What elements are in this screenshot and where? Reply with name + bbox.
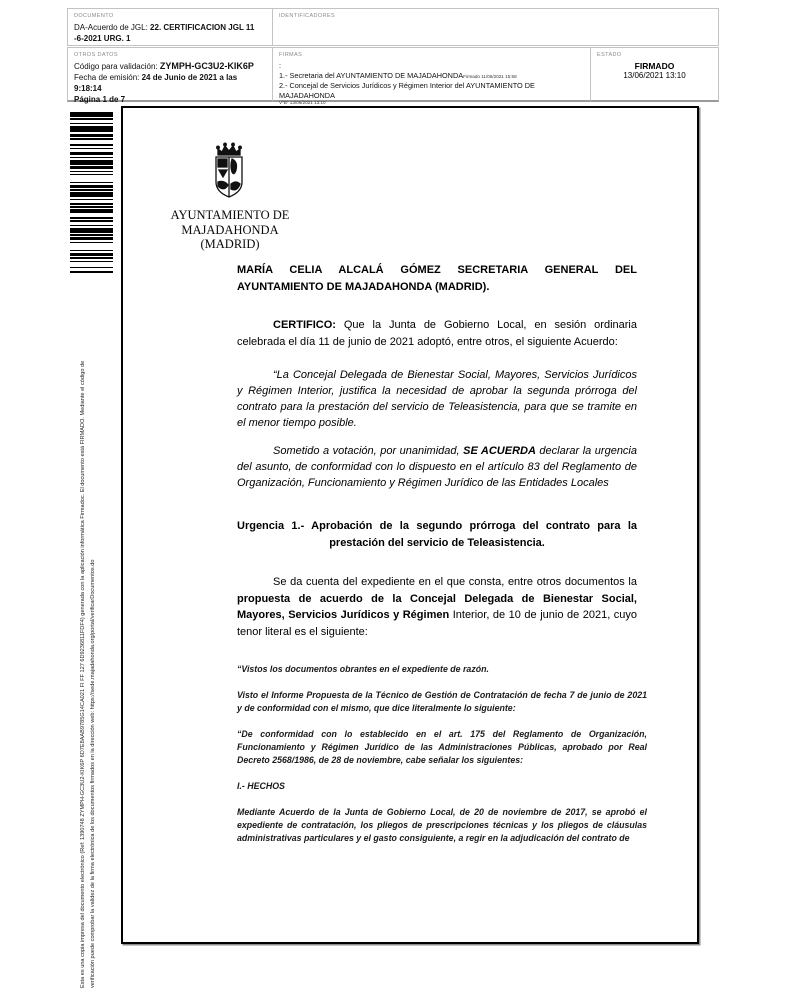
- document-body: [237, 255, 647, 845]
- pagina-row: [74, 94, 266, 105]
- pagina-value: Página 1 de 7: [74, 95, 126, 104]
- fecha-label: Fecha de emisión:: [74, 73, 142, 82]
- verification-line-1: Esta es una copia impresa del documento electrónico (Ref: 1390748 ZYMPH-GC3U2-KIK6P 6D7E8AAB9785G14CA021 FI FF 127 6D9236811FDF4) generada con la aplicación informática Firmadoc. El documento está FIRMADO. Mediante el código de: [80, 360, 86, 988]
- org-name-line-2: MAJADAHONDA: [181, 222, 279, 237]
- certifico-keyword: CERTIFICO:: [273, 319, 336, 331]
- literal-quote-section: [237, 663, 647, 845]
- certifico-paragraph: [237, 317, 637, 350]
- literal-paragraph-3: “De conformidad con lo establecido en el art. 175 del Reglamento de Organización, Funcionamiento y Régimen Jurídico de las Administraciones Públicas, aprobado por Real Decreto 2568/1986, de 28 de noviembre, cabe señalar los siguientes:: [237, 729, 647, 765]
- se-da-pre: Se da cuenta del expediente en el que consta, entre otros documentos la: [273, 576, 637, 588]
- literal-paragraph-2: Visto el Informe Propuesta de la Técnico de Gestión de Contratación de fecha 7 de junio de 2021 y de conformidad con el mismo, que dice literalmente lo siguiente:: [237, 690, 647, 713]
- identificadores-label: IDENTIFICADORES: [279, 13, 336, 19]
- verification-sidebar-text: [79, 292, 98, 988]
- se-da-cuenta-paragraph: [237, 574, 637, 640]
- verification-line-2: verificación puede comprobar la validez de la firma electrónica de los documentos firmados en la dirección web: https://sede.majadahonda.org/portal/verificarDocumentos.do: [89, 559, 96, 988]
- org-name-line-3: (MADRID): [200, 237, 260, 251]
- status-badge: FIRMADO: [634, 61, 675, 71]
- codigo-value: ZYMPH-GC3U2-KIK6P: [159, 61, 254, 71]
- documento-label: DOCUMENTO: [74, 13, 114, 19]
- documento-title: 22. CERTIFICACION JGL 11 -6-2021 URG. 1: [74, 23, 255, 43]
- firma-1-timestamp: Firmado 11/06/2021 15:58: [463, 73, 517, 79]
- estado-value: [597, 61, 712, 80]
- fecha-emision-row: [74, 72, 266, 94]
- urgencia-heading-line-1: Urgencia 1.- Aprobación de la segundo prórroga del contrato para la: [237, 520, 637, 532]
- se-da-post: Interior, de 10 de junio de 2021, cuyo tenor literal es el siguiente:: [237, 609, 638, 638]
- literal-paragraph-4-hechos: I.- HECHOS: [237, 781, 285, 791]
- firma-2-timestamp: VºBº 13/06/2021 13:10: [279, 100, 326, 105]
- header-cell-estado: [590, 47, 719, 102]
- coat-of-arms-icon: [196, 142, 262, 206]
- barcode-image: [70, 112, 113, 282]
- quote-paragraph-2: [237, 443, 637, 491]
- status-datetime: 13/06/2021 13:10: [623, 71, 686, 80]
- firmas-colon: :: [279, 61, 282, 70]
- firma-2-text: 2.- Concejal de Servicios Jurídicos y Régimen Interior del AYUNTAMIENTO DE MAJADAHONDA: [279, 81, 535, 100]
- quote-2-pre: Sometido a votación, por unanimidad,: [273, 445, 464, 457]
- se-da-bold: propuesta de acuerdo de la Concejal Delegada de Bienestar Social, Mayores, Servicios Jurídicos y Régimen: [237, 592, 637, 621]
- codigo-label: Código para validación:: [74, 62, 160, 71]
- header-cell-firmas: [272, 47, 591, 105]
- urgencia-heading: [237, 518, 637, 552]
- quote-2-post: declarar la urgencia del asunto, de conformidad con lo dispuesto en el artículo 83 del Reglamento de Organización, Funcionamiento y Régimen Jurídico de las Entidades Locales: [237, 445, 637, 489]
- firma-2: [279, 81, 584, 100]
- secretary-title: MARÍA CELIA ALCALÁ GÓMEZ SECRETARIA GENERAL DEL AYUNTAMIENTO DE MAJADAHONDA (MADRID).: [237, 264, 637, 293]
- firma-1: [279, 71, 584, 82]
- codigo-validacion-row: [74, 61, 266, 72]
- firmas-label: FIRMAS: [279, 52, 303, 58]
- firma-1-text: 1.- Secretaria del AYUNTAMIENTO DE MAJADAHONDA: [279, 70, 464, 80]
- documento-value: [74, 22, 266, 44]
- documento-prefix: DA-Acuerdo de JGL:: [74, 23, 151, 32]
- header-cell-documento: [67, 8, 273, 46]
- org-name: [135, 208, 325, 252]
- literal-paragraph-5: Mediante Acuerdo de la Junta de Gobierno Local, de 20 de noviembre de 2017, se aprobó el expediente de contratación, los pliegos de prescripciones técnicas y los pliegos de cláusulas administrativas particulares y el gasto consiguiente, a regir en la adjudicación del contrato de: [237, 807, 647, 843]
- certifico-text: Que la Junta de Gobierno Local, en sesión ordinaria celebrada el día 11 de junio de 2021 adoptó, entre otros, el siguiente Acuerdo:: [237, 319, 637, 348]
- quote-paragraph-1: “La Concejal Delegada de Bienestar Social, Mayores, Servicios Jurídicos y Régimen Interior, justifica la necesidad de aprobar la segunda prórroga del contrato para la prestación del servicio de Teleasistencia, para que se tramite en el menor tiempo posible.: [237, 369, 637, 429]
- otros-datos-label: OTROS DATOS: [74, 52, 118, 58]
- urgencia-heading-line-2: prestación del servicio de Teleasistencia.: [329, 537, 545, 549]
- fecha-value: 24 de Junio de 2021 a las 9:18:14: [74, 73, 238, 93]
- header-cell-identificadores: [272, 8, 719, 46]
- se-acuerda-keyword: SE ACUERDA: [463, 445, 536, 457]
- header-cell-otros-datos: [67, 47, 273, 102]
- literal-paragraph-1: “Vistos los documentos obrantes en el expediente de razón.: [237, 664, 489, 674]
- estado-label: ESTADO: [597, 52, 622, 58]
- org-name-line-1: AYUNTAMIENTO DE: [170, 208, 290, 222]
